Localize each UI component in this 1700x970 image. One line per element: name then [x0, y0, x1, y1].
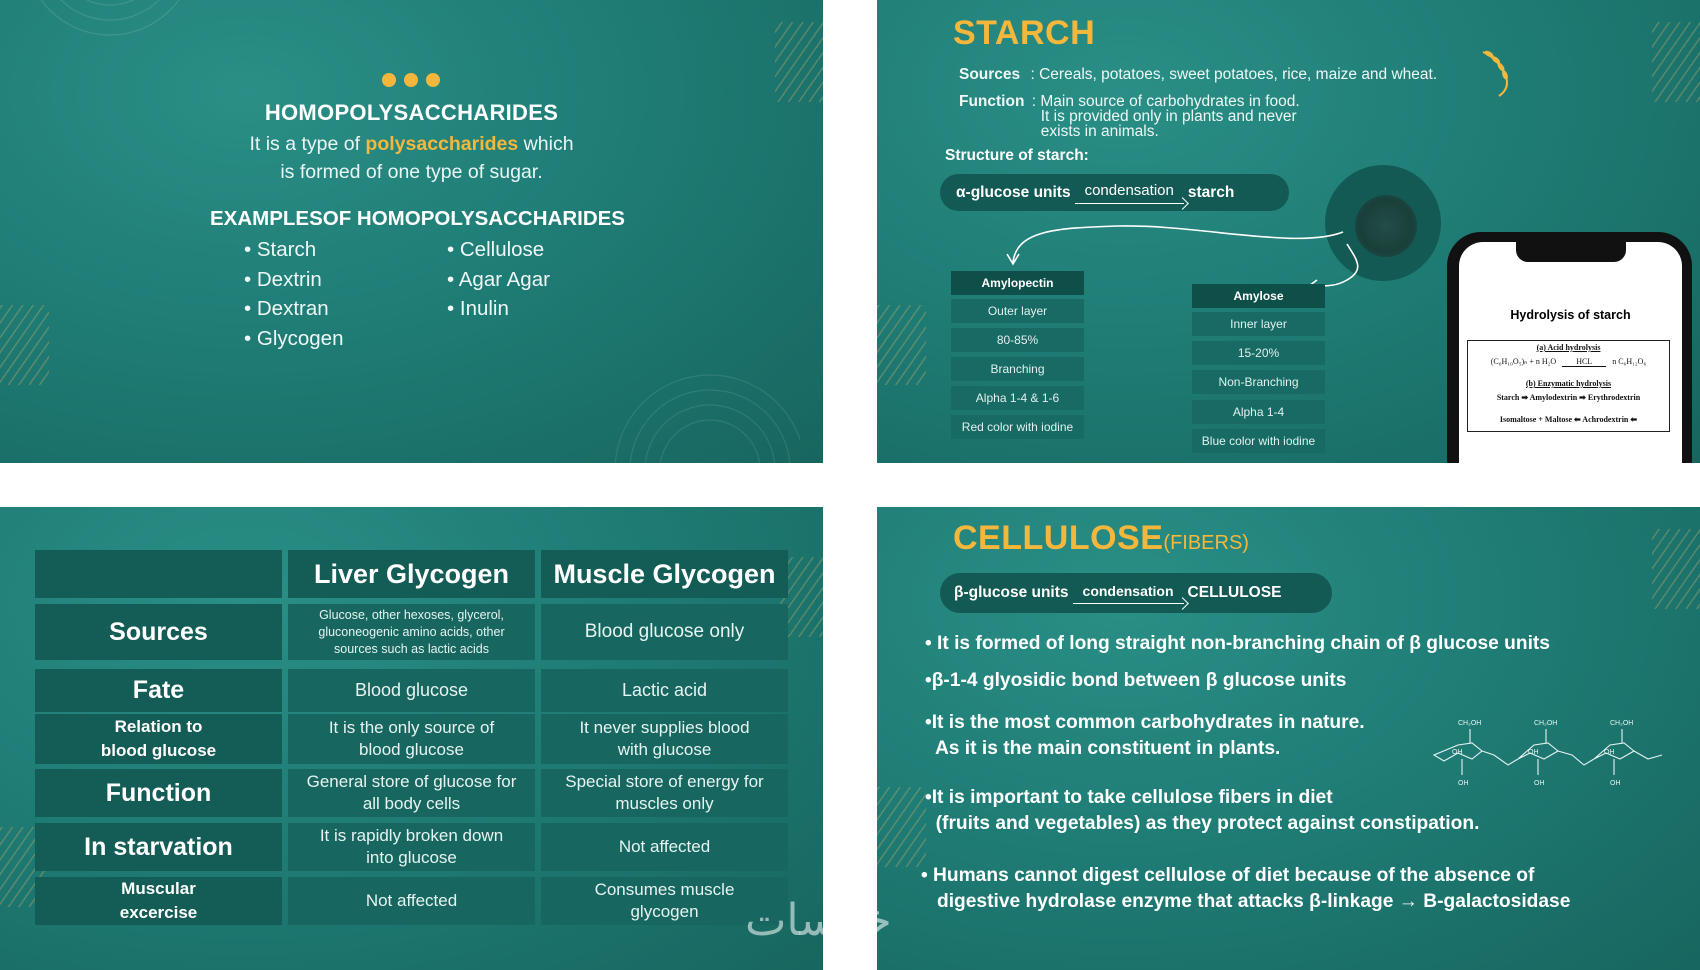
table-cell: Blue color with iodine — [1192, 429, 1325, 453]
cellulose-structure-diagram — [1422, 715, 1680, 795]
examples-list-left — [244, 235, 343, 353]
hydrolysis-title: Hydrolysis of starch — [1510, 308, 1631, 322]
bullet-point: • Humans cannot digest cellulose of diet because of the absence of digestive hydrolase enzyme that attacks β-linkage → B-galactosidase — [921, 865, 1571, 912]
watermark-logo: خمسات — [745, 895, 892, 946]
slide-title: CELLULOSE(FIBERS) — [953, 519, 1249, 557]
row-header: Sources — [35, 604, 282, 660]
row-header: Function — [35, 769, 282, 817]
table-cell: Red color with iodine — [951, 415, 1084, 439]
table-cell: Glucose, other hexoses, glycerol, gluconeogenic amino acids, other sources such as lactic acids — [288, 604, 535, 660]
list-item: • Dextran — [244, 294, 343, 324]
hatch-decoration — [877, 305, 926, 385]
decorative-arcs-bottom — [600, 350, 800, 463]
list-item: • Inulin — [447, 294, 550, 324]
molecule-label: OH — [1458, 780, 1469, 787]
table-cell: It is the only source of blood glucose — [288, 714, 535, 764]
hatch-decoration — [1652, 529, 1700, 609]
list-item: • Glycogen — [244, 324, 343, 354]
hydrolysis-diagram: (a) Acid hydrolysis (C₆H₁₀O₅)ₙ + n H₂O HCL n C₆H₁₂O₆ (b) Enzymatic hydrolysis Starch ➡ Amylodextrin ➡ Erythrodextrin Isomaltose + Maltose ⬅ Achrodextrin ⬅ — [1467, 340, 1670, 432]
table-cell: Inner layer — [1192, 312, 1325, 336]
slide-glycogen-comparison — [0, 507, 823, 970]
condensation-flow: α-glucose units condensation starch — [940, 174, 1289, 211]
slide-cellulose — [877, 507, 1700, 970]
table-cell: General store of glucose for all body cells — [288, 769, 535, 817]
bullet-point: •It is the most common carbohydrates in nature. As it is the main constituent in plants. — [925, 712, 1365, 759]
table-cell: Non-Branching — [1192, 370, 1325, 394]
list-item: • Dextrin — [244, 265, 343, 295]
column-header: Muscle Glycogen — [541, 550, 788, 598]
hatch-decoration — [0, 305, 49, 385]
molecule-label: OH — [1452, 749, 1463, 756]
connector-arrows — [937, 210, 1397, 310]
dots-decoration — [382, 73, 440, 87]
molecule-label: CH₂OH — [1610, 720, 1634, 727]
table-header: Amylopectin — [951, 271, 1084, 295]
table-cell: Blood glucose — [288, 669, 535, 712]
slide-homopolysaccharides — [0, 0, 823, 463]
hatch-decoration — [877, 787, 926, 867]
condensation-arrow: condensation — [1075, 182, 1184, 204]
sources-row: Sources : Cereals, potatoes, sweet potatoes, rice, maize and wheat. — [959, 66, 1438, 83]
list-item: • Agar Agar — [447, 265, 550, 295]
row-header: Fate — [35, 669, 282, 712]
table-cell: Not affected — [541, 823, 788, 871]
row-header: Relation to blood glucose — [35, 714, 282, 764]
bullet-point: • It is formed of long straight non-branching chain of β glucose units — [925, 633, 1550, 654]
phone-screen — [1459, 242, 1682, 463]
examples-heading: EXAMPLESOF HOMOPOLYSACCHARIDES — [210, 207, 625, 230]
table-cell: Branching — [951, 357, 1084, 381]
molecule-label: OH — [1610, 780, 1621, 787]
table-cell: Blood glucose only — [541, 604, 788, 660]
table-cell: Special store of energy for muscles only — [541, 769, 788, 817]
phone-mockup — [1447, 232, 1692, 463]
slide-title: STARCH — [953, 14, 1096, 52]
slide-title: HOMOPOLYSACCHARIDES — [264, 100, 559, 125]
table-cell: Lactic acid — [541, 669, 788, 712]
phone-notch — [1516, 242, 1626, 262]
table-cell: Alpha 1-4 & 1-6 — [951, 386, 1084, 410]
hatch-decoration — [1652, 22, 1700, 102]
molecule-label: CH₂OH — [1534, 720, 1558, 727]
examples-list-right — [447, 235, 550, 324]
wheat-icon — [1477, 44, 1517, 98]
list-item: • Starch — [244, 235, 343, 265]
hatch-decoration — [775, 22, 823, 102]
column-header: Liver Glycogen — [288, 550, 535, 598]
decorative-arcs — [20, 0, 200, 90]
molecule-label: OH — [1528, 749, 1539, 756]
table-cell: Consumes muscle glycogen — [541, 877, 788, 925]
table-cell: Alpha 1-4 — [1192, 400, 1325, 424]
list-item: • Cellulose — [447, 235, 550, 265]
table-corner-cell — [35, 550, 282, 598]
highlight-term: polysaccharides — [365, 133, 519, 155]
table-header: Amylose — [1192, 284, 1325, 308]
slide-subtitle: (FIBERS) — [1163, 532, 1249, 554]
table-cell: It is rapidly broken down into glucose — [288, 823, 535, 871]
bullet-point: •It is important to take cellulose fibers in diet (fruits and vegetables) as they protect against constipation. — [925, 787, 1480, 834]
structure-heading: Structure of starch: — [945, 147, 1089, 164]
molecule-label: CH₂OH — [1458, 720, 1482, 727]
condensation-arrow: condensation — [1073, 583, 1184, 604]
function-row: Function : Main source of carbohydrates in food. It is provided only in plants and never exists in animals. — [959, 93, 1300, 140]
molecule-label: OH — [1534, 780, 1545, 787]
condensation-flow: β-glucose units condensation CELLULOSE — [940, 573, 1332, 613]
molecule-label: OH — [1604, 749, 1615, 756]
definition-text: It is a type of polysaccharides which is formed of one type of sugar. — [249, 133, 574, 183]
table-cell: It never supplies blood with glucose — [541, 714, 788, 764]
table-cell: Outer layer — [951, 299, 1084, 323]
table-cell: 15-20% — [1192, 341, 1325, 365]
table-cell: Not affected — [288, 877, 535, 925]
table-cell: 80-85% — [951, 328, 1084, 352]
row-header: Muscular excercise — [35, 877, 282, 925]
row-header: In starvation — [35, 823, 282, 871]
slide-starch — [877, 0, 1700, 463]
bullet-point: •β-1-4 glyosidic bond between β glucose units — [925, 670, 1347, 691]
